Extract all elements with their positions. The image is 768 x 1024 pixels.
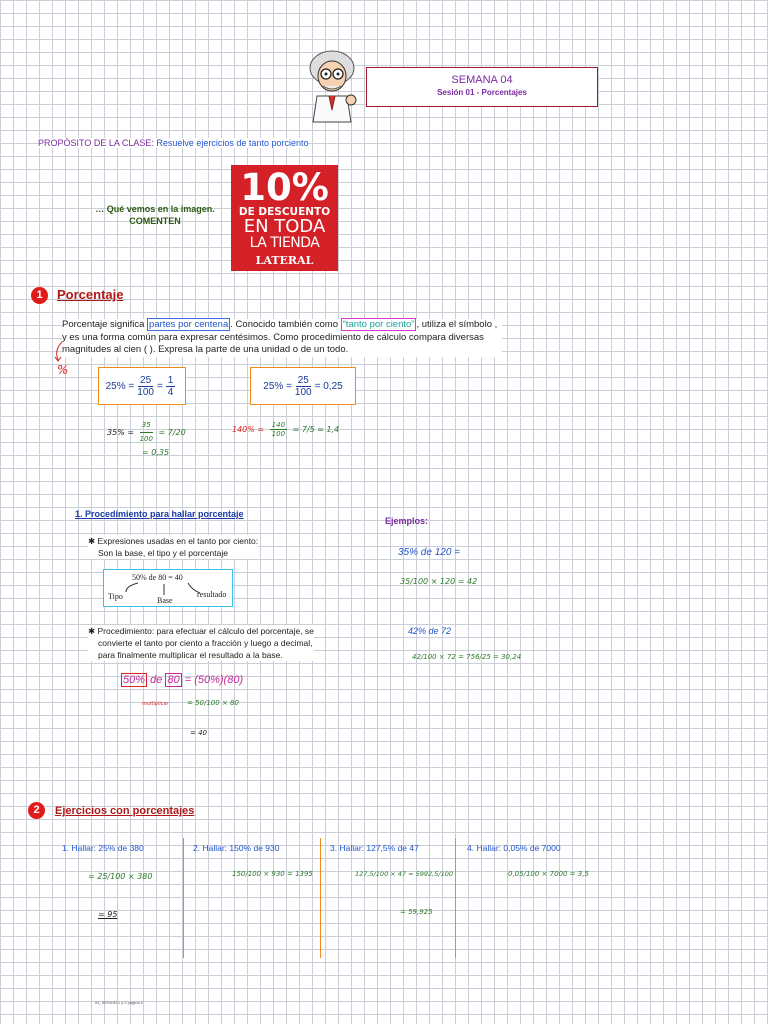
column-divider (183, 838, 184, 958)
purpose-text: Resuelve ejercicios de tanto porciento (156, 138, 309, 148)
handwritten-140-percent: 140% = $\frac{140}{100}$ = 7/5 = 1,4 (232, 421, 340, 438)
banner-line-3: LA TIENDA (249, 235, 320, 251)
procedure-worked-example: 50% de 80 = (50%)(80) (123, 674, 244, 686)
class-purpose (38, 138, 308, 148)
exercise-2-work-1: 150/100 × 930 = 1395 (232, 870, 313, 878)
section-1-title: Porcentaje (57, 287, 124, 302)
week-label: SEMANA 04 (451, 74, 513, 86)
handwritten-35-percent: 35% = $\frac{35}{100}$ = 7/20 = 0,35 (107, 421, 186, 457)
prompt-line-1: … Qué vemos en la imagen. (95, 204, 215, 214)
procedure-step-1: = 50/100 × 80 (187, 699, 239, 707)
example-1-work: 35/100 × 120 = 42 (400, 577, 478, 586)
highlight-tanto-por-ciento: “tanto por ciento” (342, 319, 415, 330)
section-1-number: 1 (31, 287, 48, 304)
prompt-line-2: COMENTEN (129, 216, 181, 226)
column-divider (455, 838, 456, 958)
base-tipo-diagram: 50% de 80 = 40 Tipo Base resultado (103, 569, 233, 607)
arrow-note (52, 340, 66, 366)
banner-brand: LATERAL (255, 254, 314, 267)
purpose-label: PROPÓSITO DE LA CLASE: (38, 138, 154, 148)
exercise-3-work-2: = 59,925 (400, 908, 433, 916)
example-decimal-box: 25% = $\frac{25}{100}$ = 0,25 (250, 367, 356, 405)
example-fraction-box: 25% = $\frac{25}{100}$ = $\frac{1}{4}$ (98, 367, 186, 405)
examples-label: Ejemplos: (385, 516, 429, 526)
banner-percent: 10% (240, 166, 329, 209)
section-2-title: Ejercicios con porcentajes (55, 805, 195, 817)
session-label: Sesión 01 - Porcentajes (437, 88, 527, 97)
banner-line-2: EN TODA (243, 216, 326, 237)
banner-line-1: DE DESCUENTO (238, 206, 331, 218)
discount-banner-image (231, 165, 338, 271)
multiply-note: multiplicar (142, 701, 169, 707)
percent-symbol-note: % (57, 363, 69, 377)
exercise-4-work-1: 0,05/100 × 7000 = 3,5 (508, 870, 589, 878)
bullet-expressions: ✱ Expresiones usadas en el tanto por ciento: Son la base, el tipo y el porcentaje (88, 536, 259, 558)
exercise-1-work-1: = 25/100 × 380 (88, 872, 153, 881)
exercise-2-label: 2. Hallar: 150% de 930 (193, 843, 280, 853)
section-2-number: 2 (28, 802, 45, 819)
exercise-1-work-2: = 95 (98, 910, 118, 919)
professor-mascot (305, 48, 360, 123)
procedure-step-2: = 40 (190, 729, 207, 737)
exercise-3-work-1: 127,5/100 × 47 = 5992,5/100 (355, 870, 453, 878)
example-1-heading: 35% de 120 = (398, 547, 460, 558)
exercise-3-label: 3. Hallar: 127,5% de 47 (330, 843, 419, 853)
exercise-4-label: 4. Hallar: 0,05% de 7000 (467, 843, 561, 853)
bullet-icon: ✱ (88, 626, 98, 636)
session-title-box (366, 67, 598, 107)
percentage-definition: Porcentaje significa partes por centena . Conocido también como “tanto por ciento” , utiliza el símbolo , y es una forma común para expresar centésimos. Como procedimiento de cálculo compara diversas magnitudes al cien ( ). Expresa la parte de una unidad o de un todo. (62, 319, 502, 357)
exercise-1-label: 1. Hallar: 25% de 380 (62, 843, 144, 853)
example-2-heading: 42% de 72 (408, 626, 452, 636)
highlight-parts-per-hundred: partes por centena (149, 319, 229, 330)
bullet-icon: ✱ (88, 536, 98, 546)
example-2-work: 42/100 × 72 = 756/25 = 30,24 (412, 653, 522, 661)
bullet-procedure: ✱ Procedimiento: para efectuar el cálculo del porcentaje, se convierte el tanto por ciento a fracción y luego a decimal, para finalmente multiplicar el resultado a la base. (88, 626, 314, 660)
discussion-prompt (90, 203, 220, 227)
page-footer: 04_SESION 1 y 2 página 2 (95, 1000, 144, 1005)
column-divider (320, 838, 321, 958)
procedure-title: 1. Procedimiento para hallar porcentaje (75, 509, 244, 519)
